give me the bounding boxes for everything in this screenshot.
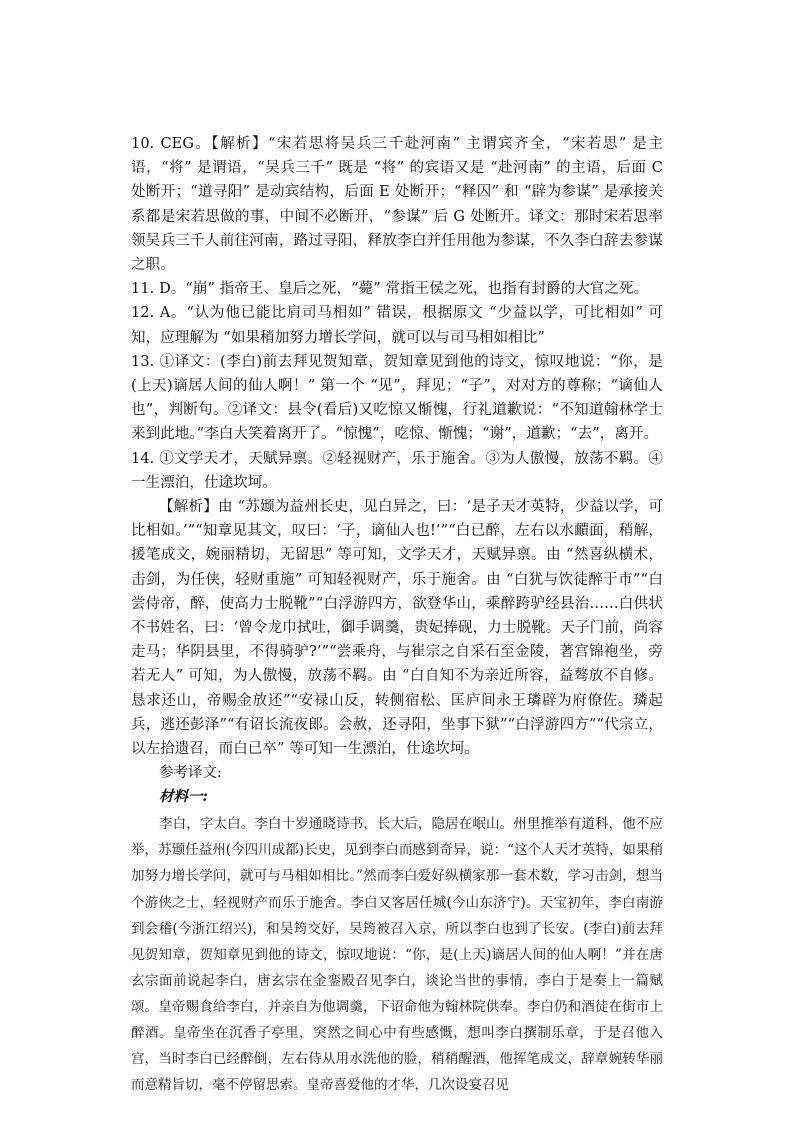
- answer-content: [131, 132, 663, 1098]
- answer-14-analysis: 【解析】由 “苏颋为益州长史，见白异之，曰：‘是子天才英特，少益以学，可比相如。’”“知章见其文，叹曰：‘子，谪仙人也!’”“白已醉，左右以水靧面，稍解，援笔成文，婉丽精切，无留思” 等可知，文学天才，天赋异禀。由 “然喜纵横术，击剑，为任侠，轻财重施” 可知轻视财产，乐于施舍。由 “白犹与饮徒醉于市”“白尝侍帝，醉，使高力士脱靴”“白浮游四方，欲登华山，乘醉跨驴经县治……白供状不书姓名，曰：‘曾令龙巾拭吐，御手调羹，贵妃捧砚，力士脱靴。天子门前，尚容走马；华阴县里，不得骑驴?’”“尝乘舟，与崔宗之自采石至金陵，著宫锦袍坐，旁若无人” 可知，为人傲慢，放荡不羁。由 “白自知不为亲近所容，益骜放不自修。恳求还山，帝赐金放还”“安禄山反，转侧宿松、匡庐间永王璘辟为府僚佐。璘起兵，逃还彭泽”“有诏长流夜郎。会赦，还寻阳，坐事下狱”“白浮游四方”“代宗立，以左拾遗召，而白已卒” 等可知一生漂泊，仕途坎坷。: [131, 499, 663, 758]
- answer-13: 13. ①译文：(李白)前去拜见贺知章，贺知章见到他的诗文，惊叹地说：“你，是(上天)谪居人间的仙人啊！” 第一个 “见”，拜见；“子”，对对方的尊称；“谪仙人也”，判断句。②译文：县令(看后)又吃惊又惭愧，行礼道歉说：“不知道翰林学士来到此地。”李白大笑着离开了。“惊愧”，吃惊、惭愧；“谢”，道歉；“去”，离开。: [131, 353, 663, 443]
- answer-10: 10. CEG。【解析】“宋若思将吴兵三千赴河南” 主谓宾齐全，“宋若思” 是主语，“将” 是谓语，“吴兵三千” 既是 “将” 的宾语又是 “赴河南” 的主语，后面 C 处断开；“道寻阳” 是动宾结构，后面 E 处断开；“释囚” 和 “辟为参谋” 是承接关系都是宋若思做的事，中间不必断开，“参谋” 后 G 处断开。译文：那时宋若思率领吴兵三千人前往河南，路过寻阳，释放李白并任用他为参谋，不久李白辞去参谋之职。: [131, 136, 663, 274]
- answer-12: 12. A。“认为他已能比肩司马相如” 错误，根据原文 “少益以学，可比相如” 可知，应理解为 “如果稍加努力增长学问，就可以与司马相如相比”: [131, 305, 663, 346]
- answer-11: 11. D。“崩” 指帝王、皇后之死，“薨” 常指王侯之死，也指有封爵的大官之死。: [131, 281, 649, 298]
- material-one-label: 材料一:: [159, 788, 208, 806]
- reference-translation-label: 参考译文:: [159, 765, 222, 782]
- translation-paragraph: 李白，字太白。李白十岁通晓诗书，长大后，隐居在岷山。州里推举有道科，他不应举，苏颋任益州(今四川成都)长史，见到李白而感到奇异，说：“这个人天才英特，如果稍加努力增长学问，就可与马相如相比。”然而李白爱好纵横家那一套术数，学习击剑，想当个游侠之士，轻视财产而乐于施舍。李白又客居任城(今山东济宁)。天宝初年，李白南游到会稽(今浙江绍兴)，和吴筠交好，吴筠被召入京，所以李白也到了长安。(李白)前去拜见贺知章，贺知章见到他的诗文，惊叹地说：“你，是(上天)谪居人间的仙人啊！”并在唐玄宗面前说起李白，唐玄宗在金銮殿召见李白，谈论当世的事情，李白于是奏上一篇赋颂。皇帝赐食给李白，并亲自为他调羹，下诏命他为翰林院供奉。李白仍和酒徒在街市上醉酒。皇帝坐在沉香子亭里，突然之间心中有些感慨，想叫李白撰制乐章，于是召他入宫，当时李白已经醉倒，左右侍从用水洗他的脸，稍稍醒酒，他挥笔成文，辞章婉转华丽而意精旨切，毫不停留思索。皇帝喜爱他的才华，几次设宴召见: [131, 816, 663, 1094]
- answer-14: 14. ①文学天才，天赋异禀。②轻视财产，乐于施舍。③为人傲慢，放荡不羁。④一生漂泊，仕途坎坷。: [131, 450, 663, 491]
